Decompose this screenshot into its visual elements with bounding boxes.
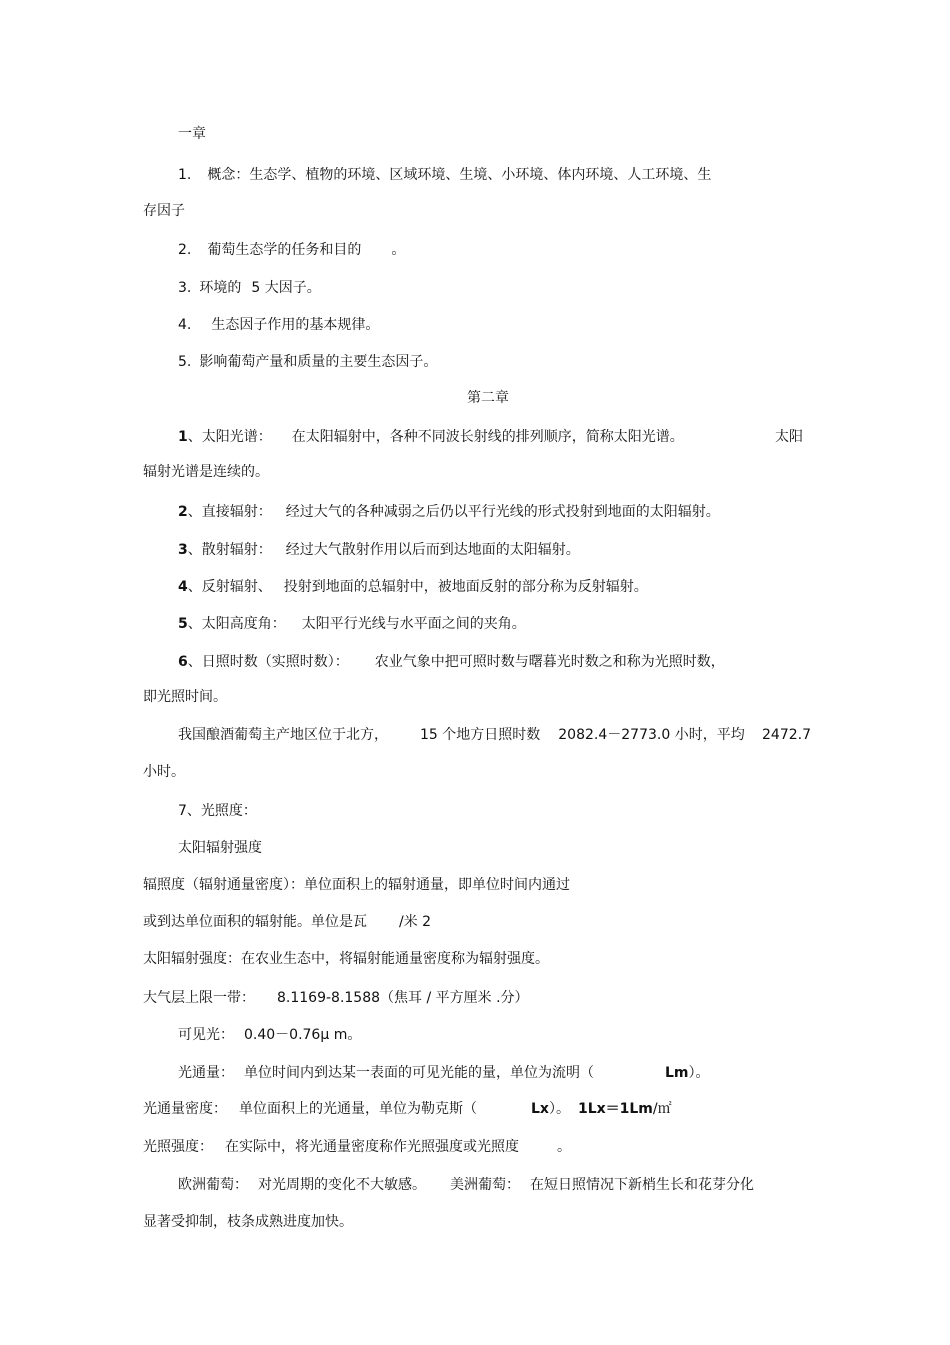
chapter-2-title: 第二章 [467, 390, 509, 406]
visible-light-line: 可见光： 0.40－0.76μ m。 [178, 1027, 362, 1043]
luminous-flux-line: 光通量： 单位时间内到达某一表面的可见光能的量，单位为流明（ [178, 1065, 594, 1081]
solar-radiation-intensity-heading: 太阳辐射强度 [178, 840, 262, 856]
irradiance-unit-line: 或到达单位面积的辐射能。单位是瓦 /米 2 [143, 914, 432, 930]
ch2-def-2: 2、直接辐射： 经过大气的各种减弱之后仍以平行光线的形式投射到地面的太阳辐射。 [178, 504, 720, 520]
ch1-item-3: 3. 环境的 5 大因子。 [178, 280, 321, 296]
chapter-1-title: 一章 [178, 126, 206, 142]
grape-photoperiod-continued: 显著受抑制，枝条成熟进度加快。 [143, 1214, 353, 1230]
ch2-def-1-tail: 太阳 [775, 429, 803, 445]
irradiance-line: 辐照度（辐射通量密度）：单位面积上的辐射通量，即单位时间内通过 [143, 877, 570, 893]
ch2-def-6: 6、日照时数（实照时数）： 农业气象中把可照时数与曙暮光时数之和称为光照时数， [178, 654, 725, 670]
atmosphere-limit-line: 大气层上限一带： 8.1169-8.1588（焦耳 / 平方厘米 .分） [143, 990, 529, 1006]
ch2-def-1: 1、太阳光谱： 在太阳辐射中，各种不同波长射线的排列顺序，简称太阳光谱。 [178, 429, 684, 445]
sunshine-paragraph-average: 2472.7 [762, 727, 811, 743]
radiation-intensity-line: 太阳辐射强度：在农业生态中，将辐射能通量密度称为辐射强度。 [143, 951, 549, 967]
ch1-item-1-continued: 存因子 [143, 203, 185, 219]
sunshine-paragraph: 我国酿酒葡萄主产地区位于北方， 15 个地方日照时数 2082.4－2773.0 小时，平均 [178, 727, 745, 743]
luminous-flux-density-unit: Lx）。 1Lx＝1Lm/㎡ [531, 1101, 672, 1117]
grape-photoperiod-line: 欧洲葡萄： 对光周期的变化不大敏感。 美洲葡萄： 在短日照情况下新梢生长和花芽分化 [178, 1177, 754, 1193]
ch2-def-3: 3、散射辐射： 经过大气散射作用以后而到达地面的太阳辐射。 [178, 542, 580, 558]
illuminance-line: 光照强度： 在实际中，将光通量密度称作光照强度或光照度 。 [143, 1139, 571, 1155]
ch2-def-7: 7、光照度： [178, 803, 257, 819]
sunshine-paragraph-continued: 小时。 [143, 764, 185, 780]
ch2-def-4: 4、反射辐射、 投射到地面的总辐射中，被地面反射的部分称为反射辐射。 [178, 579, 648, 595]
luminous-flux-density-line: 光通量密度： 单位面积上的光通量，单位为勒克斯（ [143, 1101, 477, 1117]
luminous-flux-unit: Lm）。 [665, 1065, 710, 1081]
ch1-item-1: 1. 概念：生态学、植物的环境、区域环境、生境、小环境、体内环境、人工环境、生 [178, 167, 712, 183]
ch1-item-4: 4. 生态因子作用的基本规律。 [178, 317, 380, 333]
ch2-def-6-continued: 即光照时间。 [143, 689, 227, 705]
ch1-item-5: 5. 影响葡萄产量和质量的主要生态因子。 [178, 354, 438, 370]
ch2-def-1-continued: 辐射光谱是连续的。 [143, 464, 269, 480]
ch1-item-2: 2. 葡萄生态学的任务和目的 。 [178, 242, 406, 258]
ch2-def-5: 5、太阳高度角： 太阳平行光线与水平面之间的夹角。 [178, 616, 526, 632]
